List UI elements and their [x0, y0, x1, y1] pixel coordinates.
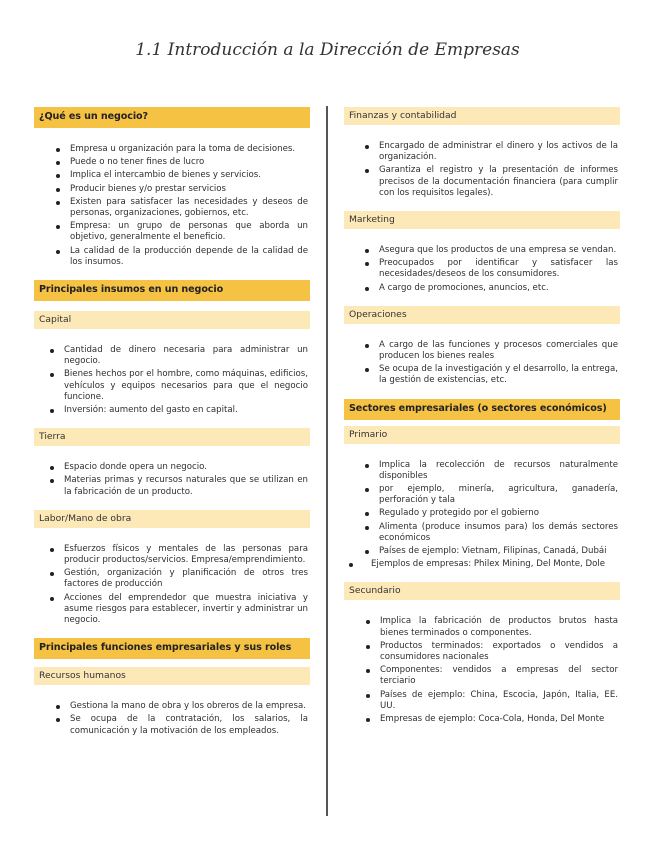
- list-item: Encargado de administrar el dinero y los activos de la organización.: [379, 141, 618, 163]
- list-item: Implica la recolección de recursos naturalmente disponibles: [379, 459, 618, 481]
- list-item: Existen para satisfacer las necesidades y deseos de personas, organizaciones, gobiernos, etc.: [70, 196, 308, 219]
- list-item: Cantidad de dinero necesaria para administrar un negocio.: [64, 345, 308, 367]
- list-finanzas: [344, 125, 620, 211]
- list-item: La calidad de la producción depende de la calidad de los insumos.: [70, 245, 308, 267]
- list-item: Preocupados por identificar y satisfacer las necesidades/deseos de los consumidores.: [379, 258, 618, 280]
- heading-que-es-negocio: ¿Qué es un negocio?: [34, 107, 310, 128]
- list-tierra: [34, 446, 310, 510]
- left-column: [34, 107, 310, 749]
- list-que-es-negocio: [34, 128, 310, 280]
- subheading-finanzas: Finanzas y contabilidad: [344, 107, 620, 125]
- list-item: Componentes: vendidos a empresas del sector terciario: [380, 665, 618, 687]
- list-item: Ejemplos de empresas: Philex Mining, Del Monte, Dole: [371, 559, 618, 570]
- list-item: Se ocupa de la investigación y el desarrollo, la entrega, la gestión de existencias, etc.: [379, 364, 618, 386]
- list-item: por ejemplo, minería, agricultura, ganadería, perforación y tala: [379, 484, 618, 506]
- column-divider: [326, 106, 328, 816]
- list-secundario: [344, 600, 620, 737]
- list-item: Implica la fabricación de productos brutos hasta bienes terminados o componentes.: [380, 616, 618, 638]
- list-item: Inversión: aumento del gasto en capital.: [64, 405, 308, 416]
- list-item: Esfuerzos físicos y mentales de las personas para producir productos/servicios. Empresa/emprendimiento.: [64, 543, 308, 566]
- subheading-labor: Labor/Mano de obra: [34, 510, 310, 528]
- list-item: Alimenta (produce insumos para) los demás sectores económicos: [379, 521, 618, 543]
- list-item: A cargo de promociones, anuncios, etc.: [379, 283, 618, 294]
- subheading-tierra: Tierra: [34, 428, 310, 446]
- list-item: Empresa: un grupo de personas que aborda un objetivo, generalmente el beneficio.: [70, 221, 308, 243]
- right-column: [344, 107, 620, 737]
- subheading-recursos-humanos: Recursos humanos: [34, 667, 310, 685]
- list-item: Gestiona la mano de obra y los obreros de la empresa.: [70, 701, 308, 712]
- list-item: Productos terminados: exportados o vendidos a consumidores nacionales: [380, 640, 618, 663]
- list-labor: [34, 528, 310, 638]
- heading-funciones: Principales funciones empresariales y sus roles: [34, 638, 310, 659]
- subheading-secundario: Secundario: [344, 582, 620, 600]
- list-recursos-humanos: [34, 685, 310, 749]
- list-item: Empresa u organización para la toma de decisiones.: [70, 144, 308, 155]
- list-item: Países de ejemplo: Vietnam, Filipinas, Canadá, Dubái: [379, 546, 618, 557]
- page-title: 1.1 Introducción a la Dirección de Empresas: [135, 40, 520, 60]
- list-item: Empresas de ejemplo: Coca-Cola, Honda, Del Monte: [380, 714, 618, 725]
- list-item: Acciones del emprendedor que muestra iniciativa y asume riesgos para establecer, invertir y administrar un negocio.: [64, 592, 308, 626]
- list-item: Producir bienes y/o prestar servicios: [70, 184, 308, 195]
- list-item: Garantiza el registro y la presentación de informes precisos de la documentación financiera (para cumplir con los requisitos legales).: [379, 165, 618, 198]
- heading-insumos: Principales insumos en un negocio: [34, 280, 310, 301]
- list-item: A cargo de las funciones y procesos comerciales que producen los bienes reales: [379, 339, 618, 362]
- subheading-primario: Primario: [344, 426, 620, 444]
- subheading-operaciones: Operaciones: [344, 306, 620, 324]
- subheading-marketing: Marketing: [344, 211, 620, 229]
- heading-sectores: Sectores empresariales (o sectores económicos): [344, 399, 620, 420]
- list-item: Asegura que los productos de una empresa se vendan.: [379, 245, 617, 256]
- list-item: Puede o no tener fines de lucro: [70, 157, 308, 168]
- list-item: Espacio donde opera un negocio.: [64, 462, 308, 473]
- list-operaciones: [344, 324, 620, 399]
- list-item: Gestión, organización y planificación de otros tres factores de producción: [64, 568, 308, 590]
- list-item: Bienes hechos por el hombre, como máquinas, edificios, vehículos y equipos necesarios para que el negocio funcione.: [64, 369, 308, 402]
- list-item: Materias primas y recursos naturales que se utilizan en la fabricación de un producto.: [64, 475, 308, 497]
- list-item: Países de ejemplo: China, Escocia, Japón, Italia, EE. UU.: [380, 689, 618, 711]
- list-capital: [34, 329, 310, 428]
- list-item: Implica el intercambio de bienes y servicios.: [70, 170, 308, 181]
- subheading-capital: Capital: [34, 311, 310, 329]
- list-primario: [344, 444, 620, 583]
- list-marketing: [344, 229, 620, 306]
- list-item: Regulado y protegido por el gobierno: [379, 508, 618, 519]
- list-item: Se ocupa de la contratación, los salarios, la comunicación y la motivación de los empleados.: [70, 714, 308, 736]
